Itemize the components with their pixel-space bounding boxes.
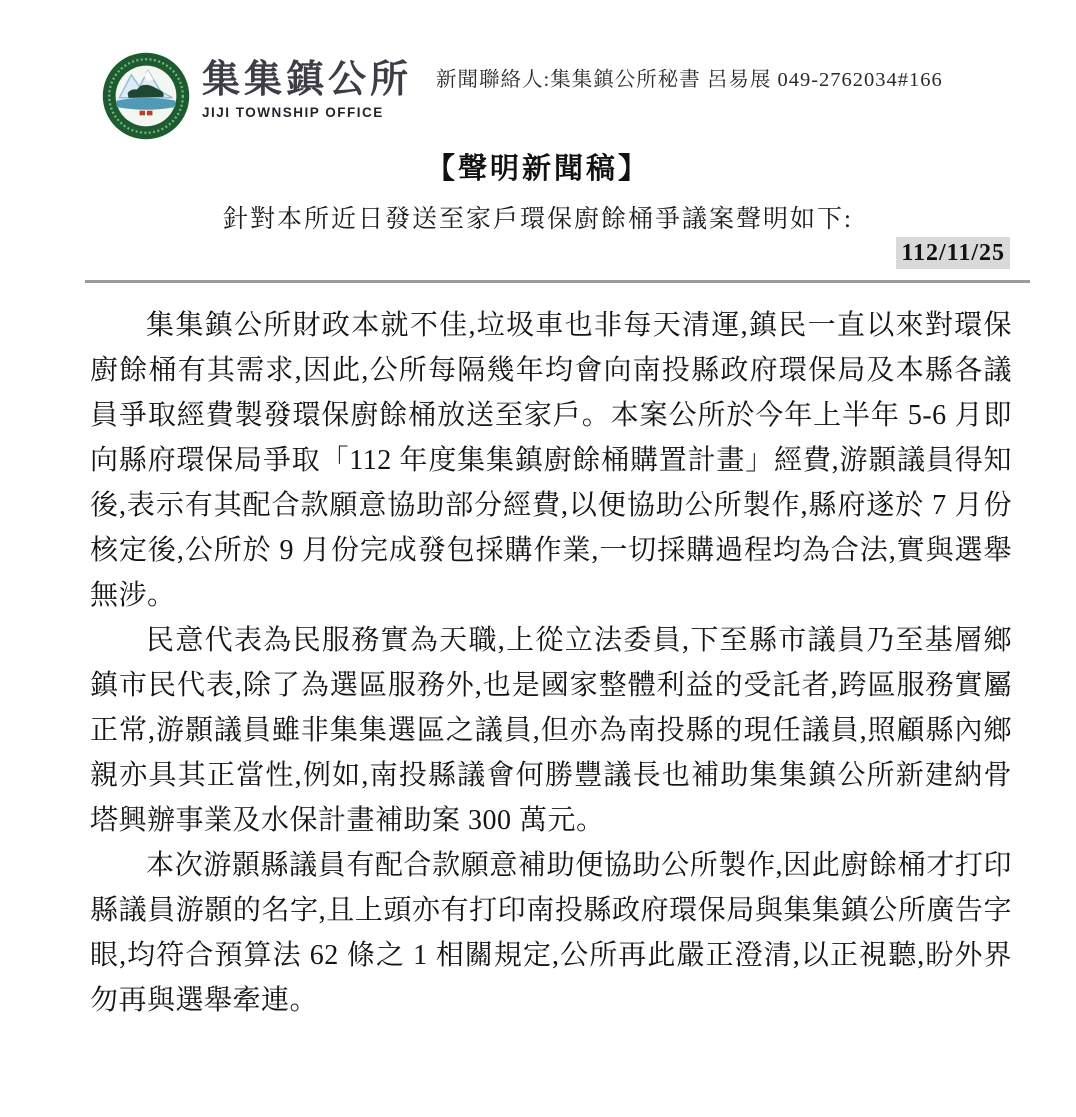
date-row bbox=[0, 237, 1076, 271]
document-title: 【聲明新聞稿】 bbox=[425, 153, 650, 185]
document-header bbox=[0, 0, 1076, 142]
body-paragraph-3: 本次游顥縣議員有配合款願意補助便協助公所製作,因此廚餘桶才打印縣議員游顥的名字,且上頭亦有打印南投縣政府環保局與集集鎮公所廣告字眼,均符合預算法 62 條之 1 相關規定,公所再此嚴正澄清,以正視聽,盼外界勿再與選舉牽連。 bbox=[90, 850, 1012, 1016]
document-body bbox=[90, 303, 1012, 1023]
press-contact-line: 新聞聯絡人:集集鎮公所秘書 呂易展 049-2762034#166 bbox=[436, 69, 943, 91]
body-paragraph-2: 民意代表為民服務實為天職,上從立法委員,下至縣市議員乃至基層鄉鎮市民代表,除了為選區服務外,也是國家整體利益的受託者,跨區服務實屬正常,游顥議員雖非集集選區之議員,但亦為南投縣的現任議員,照顧縣內鄉親亦具其正當性,例如,南投縣議會何勝豐議長也補助集集鎮公所新建納骨塔興辦事業及水保計畫補助案 300 萬元。 bbox=[90, 625, 1012, 836]
org-name-zh: 集集鎮公所 bbox=[202, 59, 413, 101]
body-paragraph-1: 集集鎮公所財政本就不佳,垃圾車也非每天清運,鎮民一直以來對環保廚餘桶有其需求,因此,公所每隔幾年均會向南投縣政府環保局及本縣各議員爭取經費製發環保廚餘桶放送至家戶。本案公所於今年上半年 5-6 月即向縣府環保局爭取「112 年度集集鎮廚餘桶購置計畫」經費,游顥議員得知後,表示有其配合款願意協助部分經費,以便協助公所製作,縣府遂於 7 月份核定後,公所於 9 月份完成發包採購作業,一切採購過程均為合法,實與選舉無涉。 bbox=[90, 310, 1012, 611]
org-name-block bbox=[202, 60, 412, 120]
township-logo bbox=[100, 50, 412, 142]
document-subtitle: 針對本所近日發送至家戶環保廚餘桶爭議案聲明如下: bbox=[223, 206, 853, 233]
township-seal-icon bbox=[100, 50, 192, 142]
org-name-en: JIJI TOWNSHIP OFFICE bbox=[202, 104, 384, 120]
header-divider bbox=[85, 280, 1030, 283]
document-date: 112/11/25 bbox=[896, 237, 1010, 269]
